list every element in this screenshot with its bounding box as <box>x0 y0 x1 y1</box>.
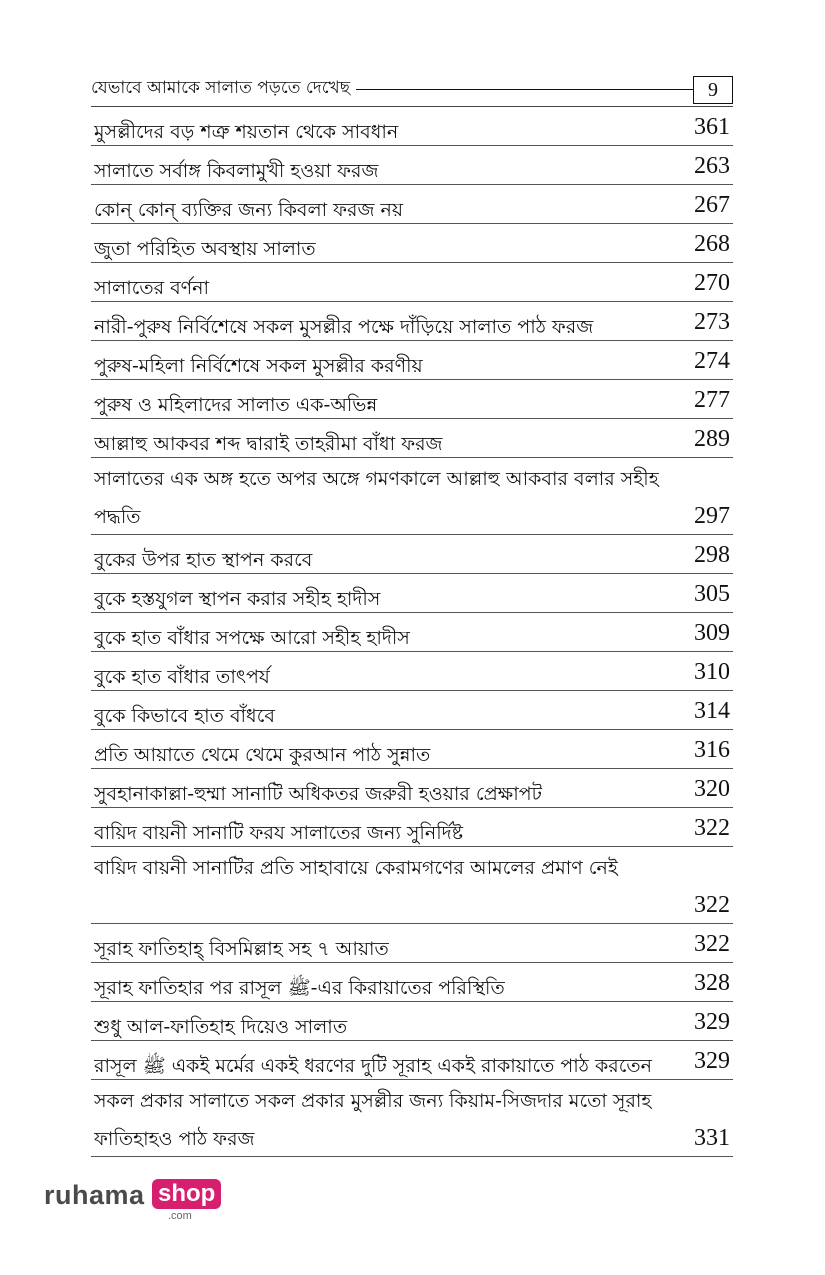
toc-entry-page: 322 <box>694 815 730 841</box>
running-header <box>91 76 733 106</box>
toc-entry-title: বুকে কিভাবে হাত বাঁধবে <box>94 705 275 727</box>
toc-entry-title: সূরাহ ফাতিহাহ্‌ বিসমিল্লাহ সহ ৭ আয়াত <box>94 938 389 960</box>
toc-row <box>91 1002 733 1041</box>
toc-row <box>91 963 733 1002</box>
toc-entry-title: আল্লাহু আকবর শব্দ দ্বারাই তাহরীমা বাঁধা ফরজ <box>94 433 443 455</box>
toc-entry-page: 320 <box>694 776 730 802</box>
toc-entry-page: 322 <box>694 892 730 918</box>
toc-entry-page: 309 <box>694 620 730 646</box>
toc-row <box>91 652 733 691</box>
toc-row <box>91 185 733 224</box>
toc-entry-page: 268 <box>694 231 730 257</box>
toc-entry-title: সূরাহ ফাতিহার পর রাসূল ﷺ-এর কিরায়াতের পরিস্থিতি <box>94 977 505 999</box>
toc-row <box>91 107 733 146</box>
toc-entry-page: 274 <box>694 348 730 374</box>
toc-entry-title: সুবহানাকাল্লা-হুম্মা সানাটি অধিকতর জরুরী হওয়ার প্রেক্ষাপট <box>94 783 542 805</box>
running-title: যেভাবে আমাকে সালাত পড়তে দেখেছ <box>91 78 356 98</box>
toc-entry-title: বায়িদ বায়নী সানাটি ফরয সালাতের জন্য সুনির্দিষ্ট <box>94 822 464 844</box>
toc-entry-page: 297 <box>694 503 730 529</box>
logo-domain-text: .com <box>168 1210 192 1222</box>
toc-entry-page: 314 <box>694 698 730 724</box>
toc-entry-title: প্রতি আয়াতে থেমে থেমে কুরআন পাঠ সুন্নাত <box>94 744 431 766</box>
toc-row <box>91 224 733 263</box>
toc-entry-page: 361 <box>694 114 730 140</box>
toc-entry-title: কোন্‌ কোন্‌ ব্যক্তির জন্য কিবলা ফরজ নয় <box>94 199 404 221</box>
toc-row <box>91 302 733 341</box>
toc-entry-page: 263 <box>694 153 730 179</box>
toc-entry-title: বুকে হাত বাঁধার সপক্ষে আরো সহীহ হাদীস <box>94 627 410 649</box>
toc-entry-page: 316 <box>694 737 730 763</box>
toc-entry-page: 310 <box>694 659 730 685</box>
toc-row <box>91 1080 733 1157</box>
toc-entry-page: 322 <box>694 931 730 957</box>
toc-row <box>91 146 733 185</box>
toc-row <box>91 1041 733 1080</box>
toc-row <box>91 924 733 963</box>
toc-entry-page: 329 <box>694 1009 730 1035</box>
toc-row <box>91 691 733 730</box>
toc-entry-page: 277 <box>694 387 730 413</box>
toc-entry-page: 331 <box>694 1125 730 1151</box>
toc-entry-title: পুরুষ-মহিলা নির্বিশেষে সকল মুসল্লীর করণীয় <box>94 355 423 377</box>
toc-row <box>91 808 733 847</box>
toc-entry-title: পুরুষ ও মহিলাদের সালাত এক-অভিন্ন <box>94 394 378 416</box>
page-number: 9 <box>693 76 733 104</box>
toc-row <box>91 769 733 808</box>
ruhamashop-logo <box>44 1176 234 1226</box>
toc-row <box>91 847 733 924</box>
toc-entry-title: নারী-পুরুষ নির্বিশেষে সকল মুসল্লীর পক্ষে দাঁড়িয়ে সালাত পাঠ ফরজ <box>94 316 594 338</box>
toc-row <box>91 380 733 419</box>
toc-entry-title: সকল প্রকার সালাতে সকল প্রকার মুসল্লীর জন্য কিয়াম-সিজদার মতো সূরাহ ফাতিহাহও পাঠ ফরজ <box>94 1090 652 1150</box>
toc-entry-page: 289 <box>694 426 730 452</box>
toc-entry-page: 267 <box>694 192 730 218</box>
toc-entry-title: বুকের উপর হাত স্থাপন করবে <box>94 549 313 571</box>
logo-brand-text: ruhama <box>44 1180 145 1210</box>
toc-entry-title: রাসূল ﷺ একই মর্মের একই ধরণের দুটি সূরাহ একই রাকায়াতে পাঠ করতেন <box>94 1055 652 1077</box>
toc-entry-title: বুকে হাত বাঁধার তাৎপর্য <box>94 666 270 688</box>
table-of-contents <box>91 106 733 1157</box>
toc-row <box>91 458 733 535</box>
toc-entry-title: সালাতে সর্বাঙ্গ কিবলামুখী হওয়া ফরজ <box>94 160 379 182</box>
toc-row <box>91 535 733 574</box>
toc-entry-page: 273 <box>694 309 730 335</box>
toc-row <box>91 341 733 380</box>
toc-row <box>91 419 733 458</box>
toc-entry-page: 305 <box>694 581 730 607</box>
toc-entry-title: সালাতের এক অঙ্গ হতে অপর অঙ্গে গমণকালে আল্লাহু আকবার বলার সহীহ পদ্ধতি <box>94 468 659 528</box>
toc-row <box>91 730 733 769</box>
toc-entry-title: বুকে হস্তযুগল স্থাপন করার সহীহ হাদীস <box>94 588 381 610</box>
toc-row <box>91 574 733 613</box>
toc-entry-page: 298 <box>694 542 730 568</box>
toc-entry-title: বায়িদ বায়নী সানাটির প্রতি সাহাবায়ে কেরামগণের আমলের প্রমাণ নেই <box>94 857 618 879</box>
toc-row <box>91 263 733 302</box>
toc-entry-page: 270 <box>694 270 730 296</box>
toc-entry-page: 328 <box>694 970 730 996</box>
toc-entry-title: জুতা পরিহিত অবস্থায় সালাত <box>94 238 316 260</box>
toc-row <box>91 613 733 652</box>
toc-entry-page: 329 <box>694 1048 730 1074</box>
toc-entry-title: সালাতের বর্ণনা <box>94 277 210 299</box>
toc-entry-title: শুধু আল-ফাতিহাহ দিয়েও সালাত <box>94 1016 348 1038</box>
toc-entry-title: মুসল্লীদের বড় শত্রু শয়তান থেকে সাবধান <box>94 121 399 143</box>
logo-shop-badge: shop <box>152 1179 221 1209</box>
